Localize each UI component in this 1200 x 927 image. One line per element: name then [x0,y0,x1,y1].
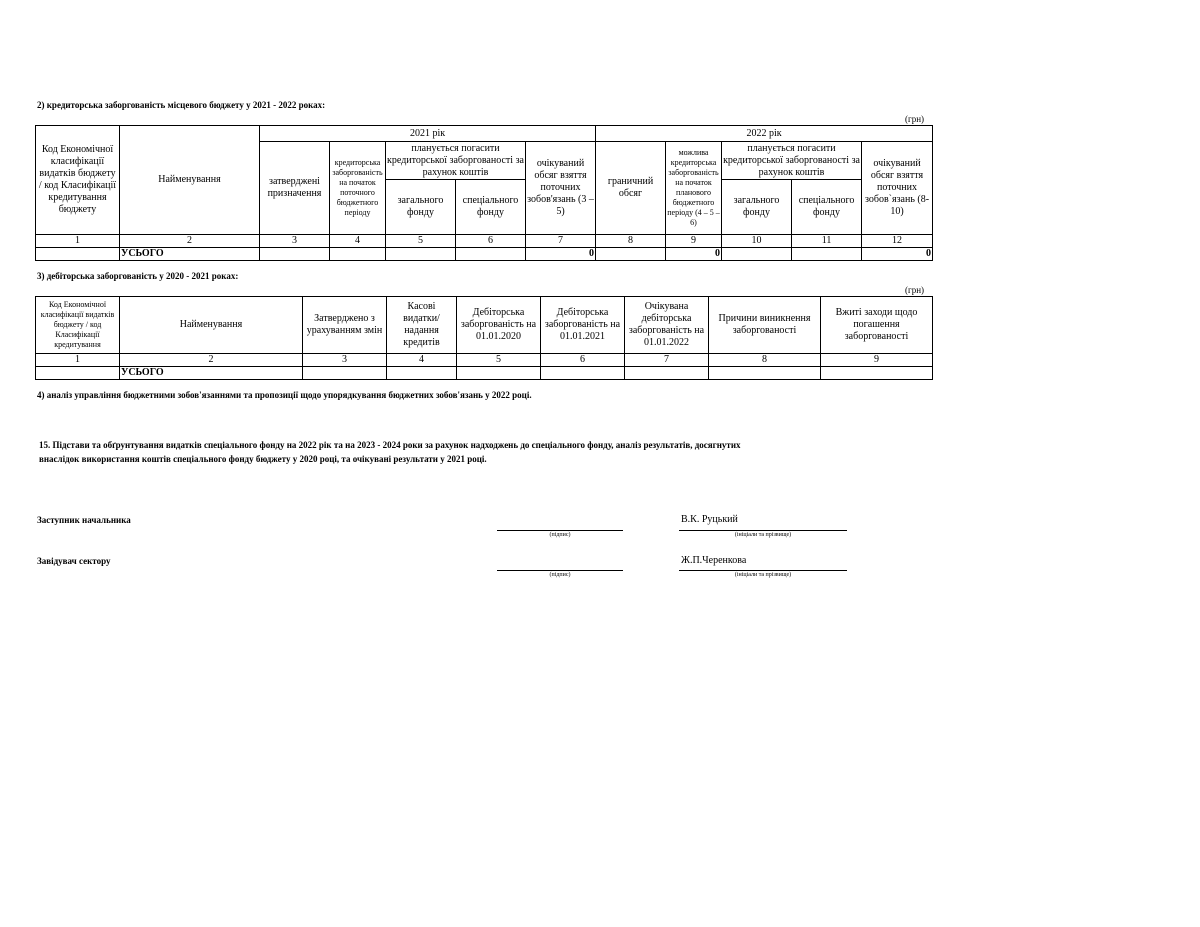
col-number: 10 [722,235,792,248]
total-cell [260,248,330,261]
column-number-row [36,235,933,248]
header-year-2022: 2022 рік [596,126,933,142]
col-number: 3 [260,235,330,248]
header-possible-payable: можлива кредиторська заборгованість на початок планового бюджетного періоду (4 – 5 – 6) [666,142,722,235]
section2-unit: (грн) [905,114,925,124]
col-number: 6 [456,235,526,248]
header-general-2022: загального фонду [722,180,792,235]
total-code-cell [36,367,120,380]
col-number: 5 [386,235,456,248]
signer-position: Завідувач сектору [37,556,111,566]
total-row [36,367,933,380]
col-number: 6 [541,354,625,367]
header-payable-start: кредиторська заборгованість на початок поточного бюджетного періоду [330,142,386,235]
total-cell [722,248,792,261]
payables-table [35,125,933,261]
col-number: 5 [457,354,541,367]
header-general: загального фонду [386,180,456,235]
total-row [36,248,933,261]
header-year-2021: 2021 рік [260,126,596,142]
header-cash: Касові видатки/ надання кредитів [387,297,457,354]
total-cell [792,248,862,261]
total-cell [456,248,526,261]
col-number: 1 [36,354,120,367]
col-number: 2 [120,354,303,367]
total-code-cell [36,248,120,261]
header-code: Код Економічної класифікації видатків бюджету / код Класифікації кредитування [36,297,120,354]
col-number: 4 [387,354,457,367]
signer-position: Заступник начальника [37,515,131,525]
signer-name: Ж.П.Черенкова [681,555,747,566]
header-reasons: Причини виникнення заборгованості [709,297,821,354]
col-number: 8 [596,235,666,248]
header-measures: Вжиті заходи щодо погашення заборгованості [821,297,933,354]
signature-line [497,530,623,531]
header-plan-repay-2022: планується погасити кредиторської заборгованості за рахунок коштів [723,142,860,178]
total-cell [330,248,386,261]
header-receivable-2020: Дебіторська заборгованість на 01.01.2020 [457,297,541,354]
total-label: УСЬОГО [120,367,303,380]
section15-line1: 15. Підстави та обґрунтування видатків спеціального фонду на 2022 рік та на 2023 - 2024 роки за рахунок надходжень до спеціального фонду, аналіз результатів, досягнутих [39,440,741,450]
col-number: 7 [526,235,596,248]
total-cell [457,367,541,380]
col-number: 12 [862,235,933,248]
header-receivable-2021: Дебіторська заборгованість на 01.01.2021 [541,297,625,354]
total-cell [625,367,709,380]
signer-name: В.К. Руцький [681,514,738,525]
name-hint: (ініціали та прізвище) [734,572,792,578]
total-cell: 0 [526,248,596,261]
section4-title: 4) аналіз управління бюджетними зобов'язаннями та пропозиції щодо упорядкування бюджетних зобов'язань у 2022 році. [37,390,532,400]
col-number: 11 [792,235,862,248]
header-limit: граничний обсяг [596,142,666,235]
col-number: 3 [303,354,387,367]
header-expected-2022: очікуваний обсяг взяття поточних зобов`язань (8-10) [862,142,933,235]
total-cell [386,248,456,261]
header-approved: Затверджено з урахуванням змін [303,297,387,354]
name-line [679,570,847,571]
total-cell [387,367,457,380]
col-number: 9 [821,354,933,367]
header-code: Код Економічної класифікації видатків бюджету / код Класифікації кредитування бюджету [36,126,120,235]
col-number: 2 [120,235,260,248]
header-receivable-2022: Очікувана дебіторська заборгованість на 01.01.2022 [625,297,709,354]
total-cell [709,367,821,380]
header-name: Найменування [120,297,303,354]
name-line [679,530,847,531]
total-cell [821,367,933,380]
col-number: 7 [625,354,709,367]
section15-line2: внаслідок використання коштів спеціального фонду бюджету у 2020 році, та очікувані результати у 2021 році. [39,454,487,464]
total-cell: 0 [862,248,933,261]
col-number: 8 [709,354,821,367]
signature-line [497,570,623,571]
col-number: 9 [666,235,722,248]
signature-hint: (підпис) [549,532,571,538]
total-cell [303,367,387,380]
column-number-row [36,354,933,367]
col-number: 4 [330,235,386,248]
section2-title: 2) кредиторська заборгованість місцевого бюджету у 2021 - 2022 роках: [37,100,326,110]
header-plan-repay: планується погасити кредиторської заборгованості за рахунок коштів [387,142,524,178]
section3-title: 3) дебіторська заборгованість у 2020 - 2021 роках: [37,271,239,281]
header-approved: затверджені призначення [260,142,330,235]
total-cell: 0 [666,248,722,261]
header-special: спеціального фонду [456,180,526,235]
name-hint: (ініціали та прізвище) [734,532,792,538]
col-number: 1 [36,235,120,248]
header-name: Найменування [120,126,260,235]
receivables-table [35,296,933,380]
total-cell [596,248,666,261]
total-cell [541,367,625,380]
signature-hint: (підпис) [549,572,571,578]
section3-unit: (грн) [905,285,925,295]
header-special-2022: спеціального фонду [792,180,862,235]
total-label: УСЬОГО [120,248,260,261]
header-expected-2021: очікуваний обсяг взяття поточних зобов'язань (3 – 5) [526,142,596,235]
